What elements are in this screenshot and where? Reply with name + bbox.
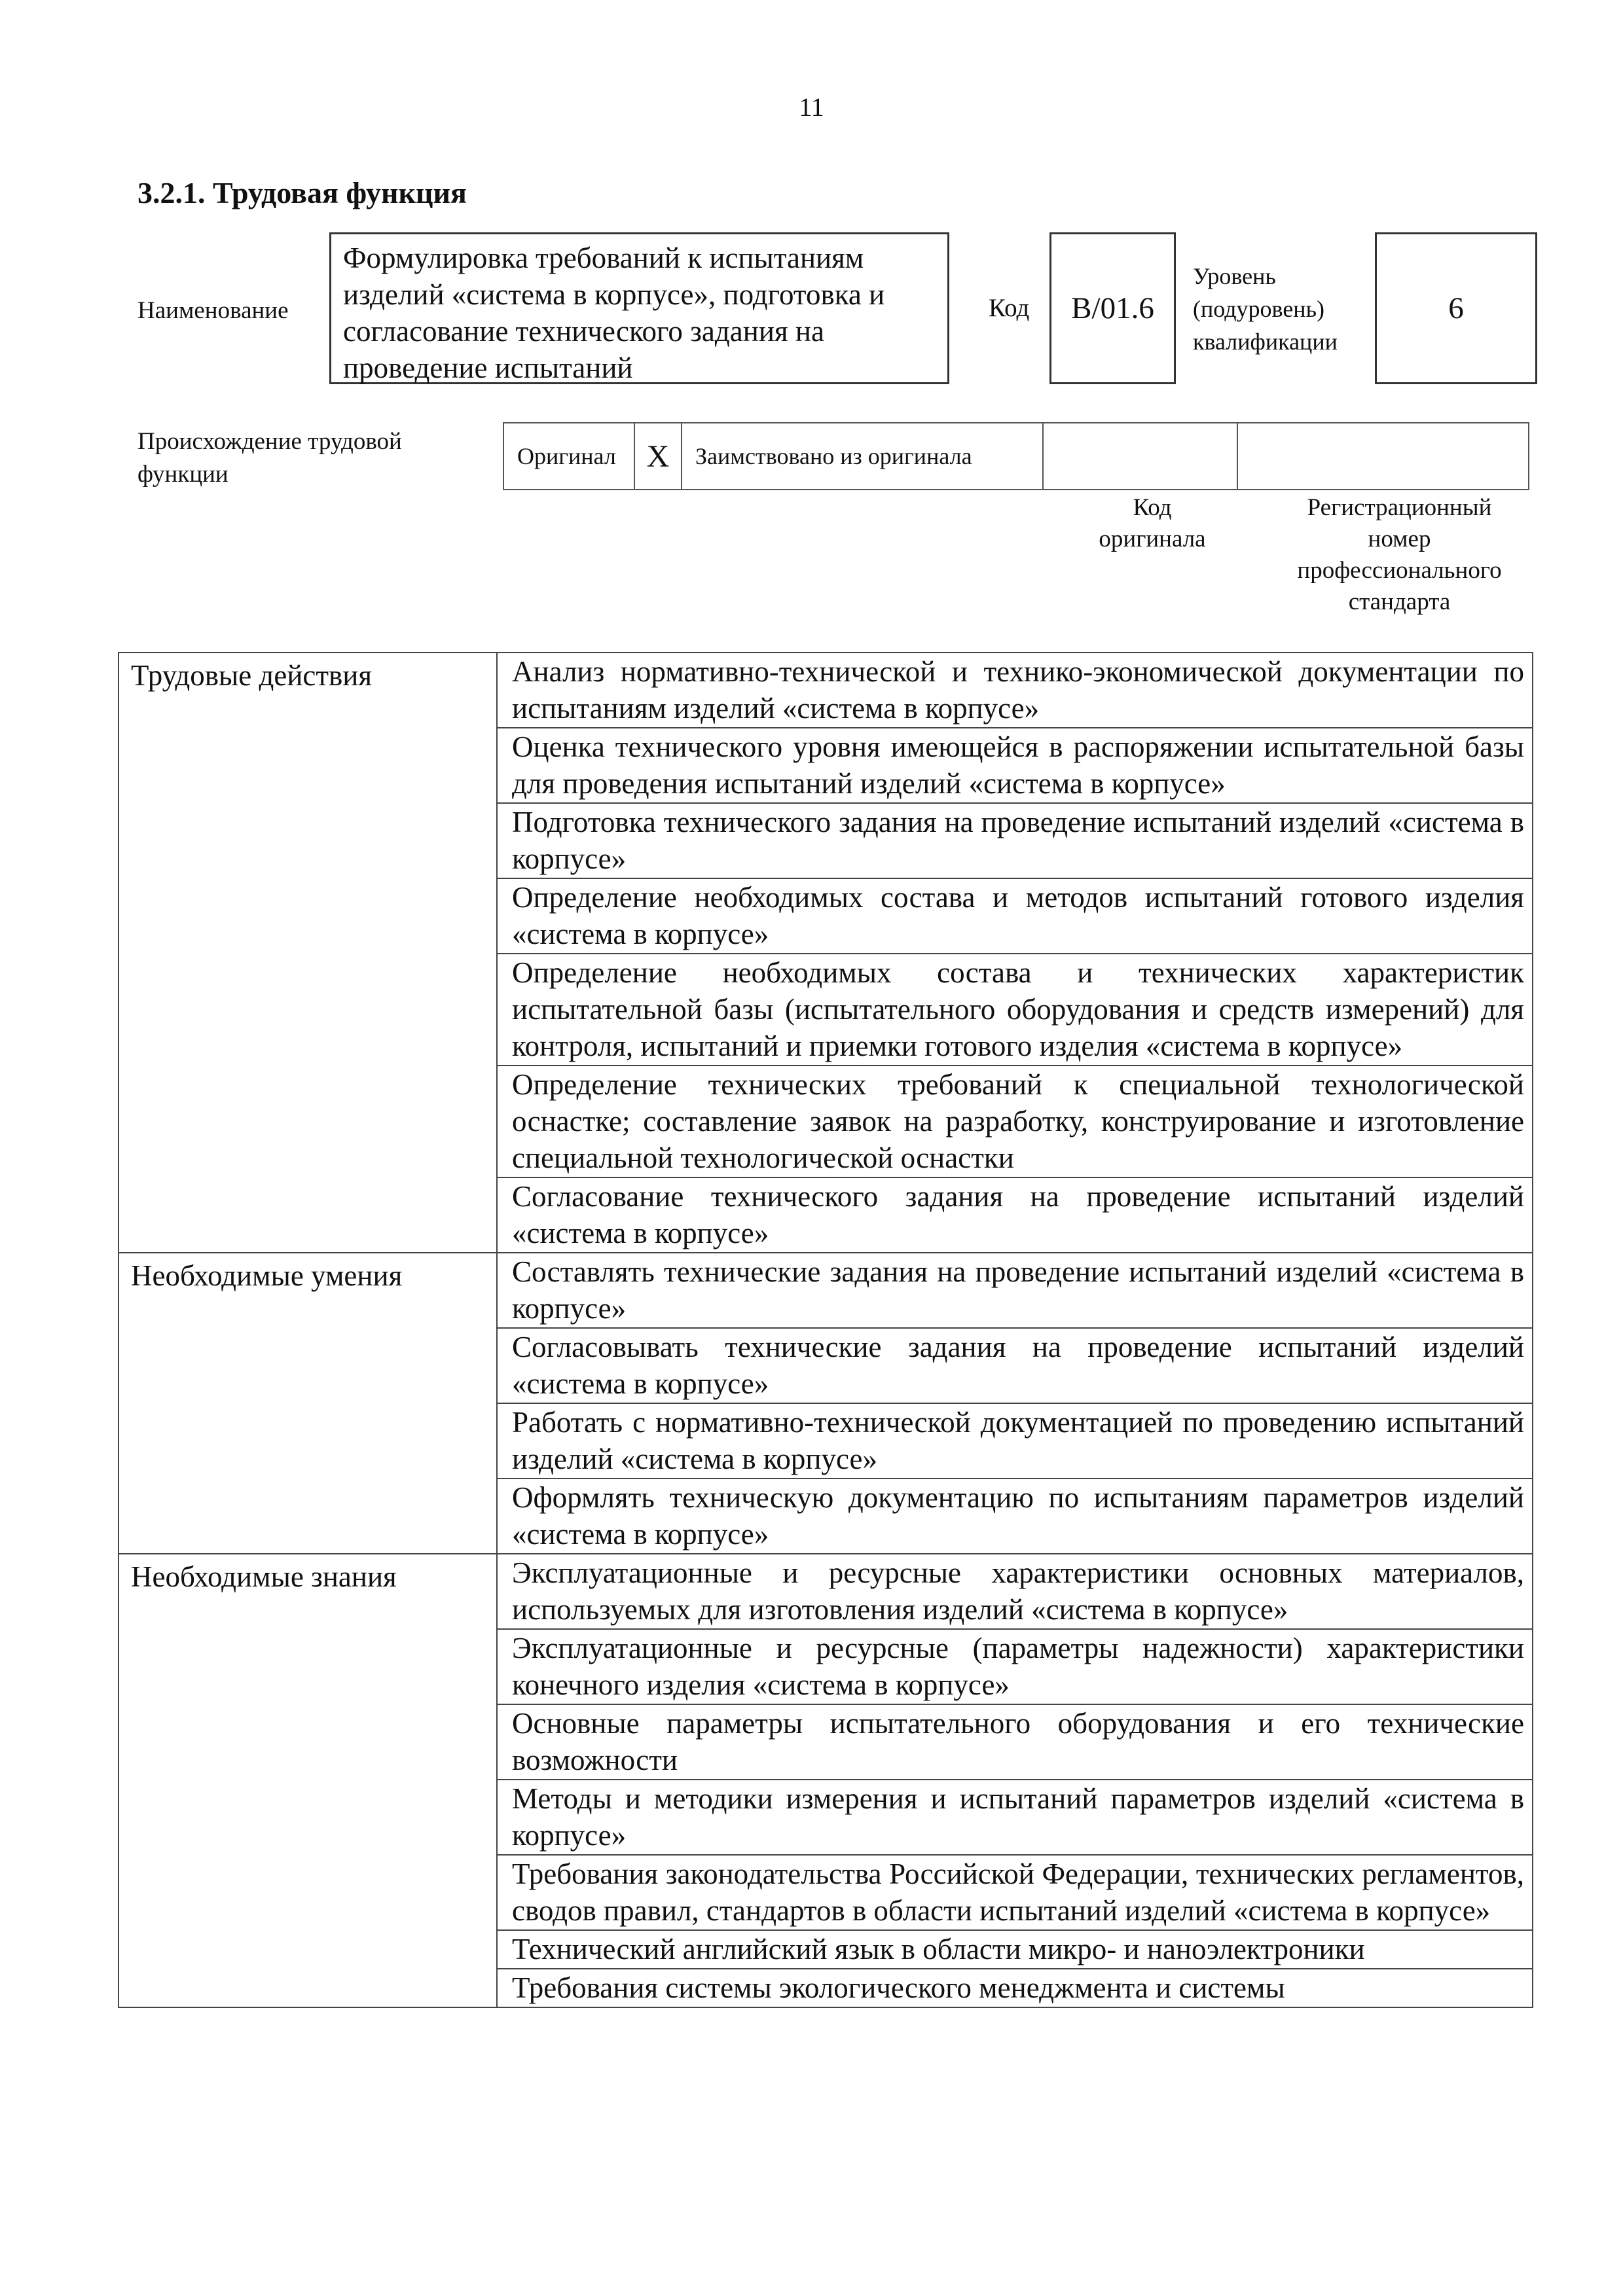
caption-line: профессионального [1297,557,1502,584]
table-cell: Анализ нормативно-технической и технико-экономической документации по испытаниям изделий «система в корпусе» [497,653,1533,728]
table-cell: Оформлять техническую документацию по испытаниям параметров изделий «система в корпусе» [497,1479,1533,1554]
level-value: 6 [1448,291,1464,325]
caption-line: Регистрационный [1307,494,1492,521]
code-original-cell [1043,423,1237,490]
table-cell: Определение технических требований к специальной технологической оснастке; составление заявок на разработку, конструирование и изготовление специальной технологической оснастки [497,1066,1533,1177]
table-cell: Требования законодательства Российской Федерации, технических регламентов, сводов правил, стандартов в области испытаний изделий «система в корпусе» [497,1855,1533,1930]
table-cell: Определение необходимых состава и технических характеристик испытательной базы (испытательного оборудования и средств измерений) для контроля, испытаний и приемки готового изделия «система в корпусе» [497,954,1533,1066]
page-number: 11 [799,92,824,122]
level-label-line: квалификации [1193,329,1338,355]
table-cell: Требования системы экологического менеджмента и системы [497,1969,1533,2007]
name-label: Наименование [137,297,289,324]
table-cell: Подготовка технического задания на проведение испытаний изделий «система в корпусе» [497,803,1533,878]
code-box [1049,232,1176,384]
table-cell: Технический английский язык в области микро- и наноэлектроники [497,1930,1533,1969]
category-cell [119,1554,497,2007]
table-cell: Определение необходимых состава и методов испытаний готового изделия «система в корпусе» [497,878,1533,954]
category-label: Трудовые действия [131,659,373,692]
category-cell [119,1253,497,1554]
table-row [119,1554,1533,1629]
qualification-level-label [1193,260,1338,358]
table-cell: Работать с нормативно-технической документацией по проведению испытаний изделий «система в корпусе» [497,1403,1533,1479]
category-label: Необходимые знания [131,1560,397,1593]
origin-table [503,422,1529,490]
table-row [119,1253,1533,1328]
borrowed-label: Заимствовано из оригинала [695,443,972,469]
origin-label-line: функции [137,461,228,488]
function-name-box [329,232,949,384]
section-title: 3.2.1. Трудовая функция [137,176,467,209]
table-cell: Методы и методики измерения и испытаний параметров изделий «система в корпусе» [497,1780,1533,1855]
level-label-line: Уровень [1193,263,1276,289]
table-cell: Согласовывать технические задания на проведение испытаний изделий «система в корпусе» [497,1328,1533,1403]
caption-line: оригинала [1099,526,1206,552]
category-cell [119,653,497,1253]
function-name-value: Формулировка требований к испытаниям изделий «система в корпусе», подготовка и согласование технического задания на проведение испытаний [343,242,885,384]
level-box [1375,232,1537,384]
borrowed-cell [682,423,1043,490]
reg-number-cell [1237,423,1529,490]
origin-label-line: Происхождение трудовой [137,428,402,455]
original-label: Оригинал [517,443,616,469]
level-label-line: (подуровень) [1193,296,1324,322]
caption-line: номер [1368,526,1431,552]
caption-line: Код [1133,494,1172,521]
code-value: В/01.6 [1071,291,1154,325]
code-label: Код [989,294,1030,322]
requirements-table [118,652,1533,2008]
original-cell [503,423,634,490]
table-cell: Эксплуатационные и ресурсные (параметры надежности) характеристики конечного изделия «система в корпусе» [497,1629,1533,1704]
reg-number-caption [1250,492,1548,618]
table-cell: Эксплуатационные и ресурсные характеристики основных материалов, используемых для изготовления изделий «система в корпусе» [497,1554,1533,1629]
category-label: Необходимые умения [131,1259,403,1292]
caption-line: стандарта [1348,588,1451,615]
table-cell: Оценка технического уровня имеющейся в распоряжении испытательной базы для проведения испытаний изделий «система в корпусе» [497,728,1533,803]
original-mark-cell [634,423,682,490]
table-row [119,653,1533,728]
table-cell: Согласование технического задания на проведение испытаний изделий «система в корпусе» [497,1177,1533,1253]
table-cell: Основные параметры испытательного оборудования и его технические возможности [497,1704,1533,1780]
original-mark: X [646,439,670,474]
origin-label [137,425,402,491]
table-cell: Составлять технические задания на проведение испытаний изделий «система в корпусе» [497,1253,1533,1328]
code-original-caption [1054,492,1250,555]
